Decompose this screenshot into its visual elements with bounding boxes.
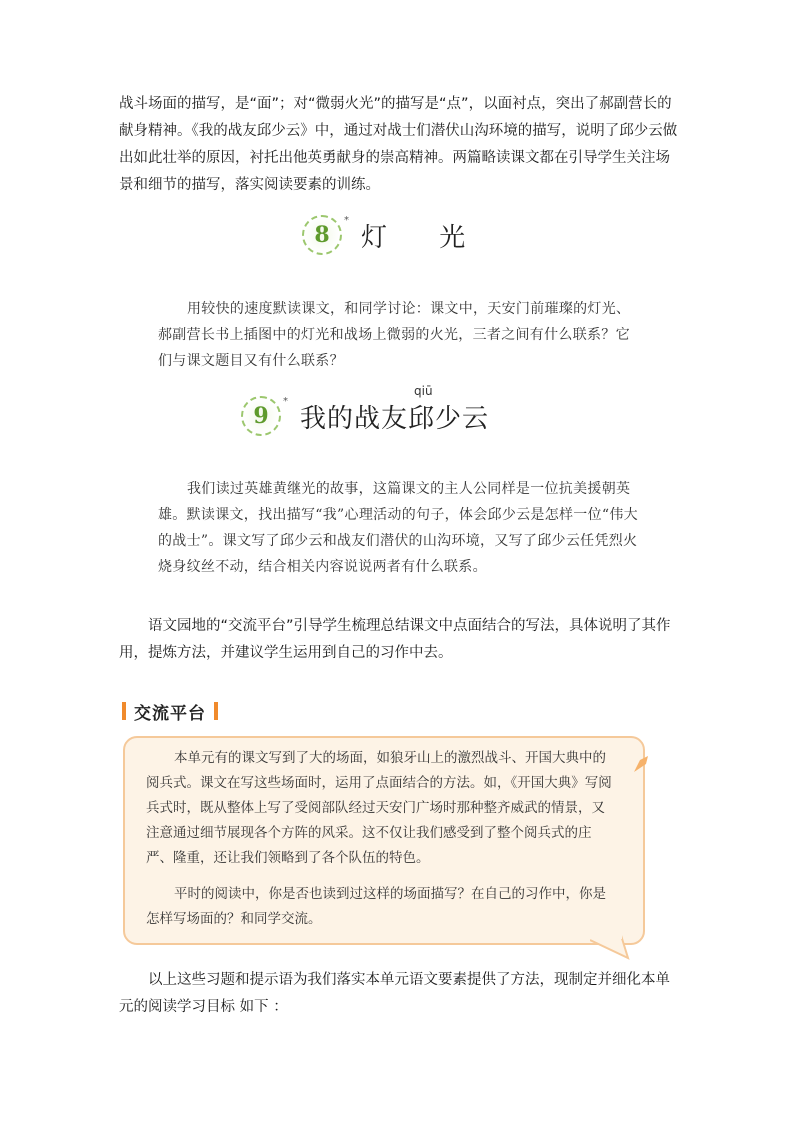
intro-paragraph: 战斗场面的描写，是“面”；对“微弱火光”的描写是“点”，以面衬点，突出了郝副营长的献身精神。《我的战友邱少云》中，通过对战士们潜伏山沟环境的描写，说明了邱少云做出如此壮举的原因，衬托出他英勇献身的崇高精神。两篇略读课文都在引导学生关注场景和细节的描写，落实阅读要素的训练。 — [119, 96, 678, 193]
heading-bar-icon — [122, 702, 126, 720]
lesson-8-prompt: 用较快的速度默读课文，和同学讨论：课文中，天安门前璀璨的灯光、郝副营长书上插图中的灯光和战场上微弱的火光，三者之间有什么联系？它们与课文题目又有什么联系？ — [158, 301, 631, 369]
lesson-number-badge — [241, 396, 281, 436]
exchange-platform-heading — [122, 698, 218, 724]
exchange-paragraph-1: 本单元有的课文写到了大的场面，如狼牙山上的激烈战斗、开国大典中的阅兵式。课文在写这些场面时，运用了点面结合的方法。如，《开国大典》写阅兵式时，既从整体上写了受阅部队经过天安门广场时那种整齐威武的情景，又注意通过细节展现各个方阵的风采。这不仅让我们感受到了整个阅兵式的庄严、隆重，还让我们领略到了各个队伍的特色。 — [146, 750, 612, 866]
lesson-title: 我的战友邱少云 — [300, 403, 490, 434]
lesson-number: 9 — [253, 403, 269, 429]
pencil-decoration-icon — [630, 752, 654, 776]
optional-star-icon: * — [283, 396, 288, 407]
lesson-number: 8 — [314, 222, 330, 248]
closing-paragraph: 以上这些习题和提示语为我们落实本单元语文要素提供了方法，现制定并细化本单元的阅读学习目标 如下 ： — [119, 972, 670, 1015]
pinyin-annotation: qiū — [414, 384, 433, 398]
lesson-number-badge — [302, 215, 342, 255]
optional-star-icon: * — [344, 215, 349, 226]
bubble-tail-icon — [590, 930, 640, 962]
lesson-9-header — [241, 394, 489, 438]
exchange-paragraph-2: 平时的阅读中，你是否也读到过这样的场面描写？在自己的习作中，你是怎样写场面的？和同学交流。 — [146, 886, 606, 927]
middle-paragraph: 语文园地的“交流平台”引导学生梳理总结课文中点面结合的写法，具体说明了其作用，提炼方法，并建议学生运用到自己的习作中去。 — [119, 618, 671, 661]
lesson-title: 灯 光 — [361, 222, 488, 253]
heading-bar-icon — [214, 702, 218, 720]
lesson-8-header — [302, 213, 487, 257]
section-title: 交流平台 — [134, 703, 206, 724]
lesson-9-prompt: 我们读过英雄黄继光的故事，这篇课文的主人公同样是一位抗美援朝英雄。默读课文，找出描写“我”心理活动的句子，体会邱少云是怎样一位“伟大的战士”。课文写了邱少云和战友们潜伏的山沟环境，又写了邱少云任凭烈火烧身纹丝不动，结合相关内容说说两者有什么联系。 — [158, 481, 638, 575]
